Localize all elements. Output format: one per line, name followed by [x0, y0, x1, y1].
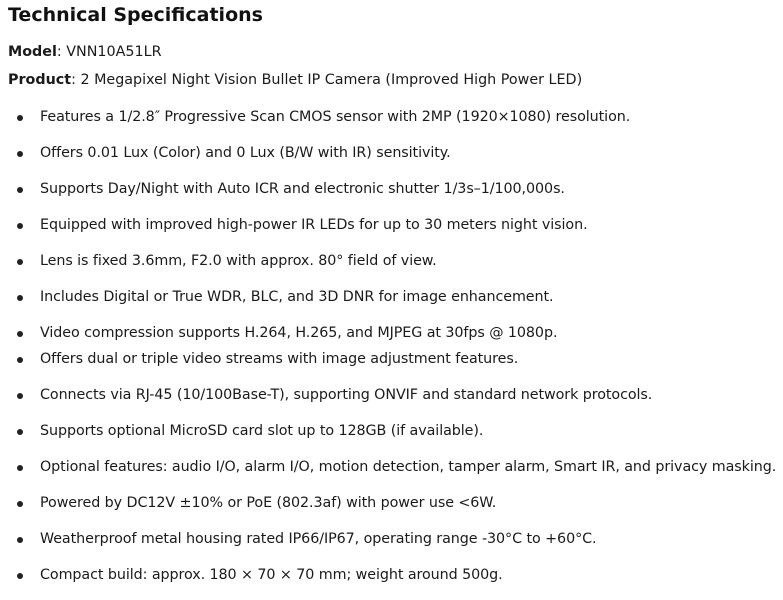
product-label: Product — [8, 72, 72, 88]
feature-text: Compact build: approx. 180 × 70 × 70 mm; weight around 500g. — [40, 567, 503, 583]
bullet-icon — [17, 151, 23, 157]
model-line: Model: VNN10A51LR — [8, 44, 162, 60]
list-item — [0, 419, 783, 443]
feature-text: Equipped with improved high-power IR LEDs for up to 30 meters night vision. — [40, 217, 588, 233]
bullet-icon — [17, 115, 23, 121]
list-item — [0, 455, 783, 479]
list-item — [0, 105, 783, 129]
list-item — [0, 563, 783, 587]
bullet-icon — [17, 223, 23, 229]
bullet-icon — [17, 357, 23, 363]
list-item — [0, 347, 783, 371]
feature-text: Optional features: audio I/O, alarm I/O, motion detection, tamper alarm, Smart IR, and privacy masking. — [40, 459, 777, 475]
list-item — [0, 383, 783, 407]
product-value: 2 Megapixel Night Vision Bullet IP Camera (Improved High Power LED) — [80, 72, 583, 88]
feature-text: Video compression supports H.264, H.265, and MJPEG at 30fps @ 1080p. — [40, 325, 558, 341]
list-item — [0, 213, 783, 237]
feature-text: Includes Digital or True WDR, BLC, and 3D DNR for image enhancement. — [40, 289, 554, 305]
list-item — [0, 491, 783, 515]
bullet-icon — [17, 259, 23, 265]
feature-text: Connects via RJ-45 (10/100Base-T), supporting ONVIF and standard network protocols. — [40, 387, 653, 403]
bullet-icon — [17, 429, 23, 435]
model-value: VNN10A51LR — [66, 44, 162, 60]
feature-text: Weatherproof metal housing rated IP66/IP67, operating range -30°C to +60°C. — [40, 531, 597, 547]
feature-text: Supports optional MicroSD card slot up to 128GB (if available). — [40, 423, 484, 439]
list-item — [0, 177, 783, 201]
list-item — [0, 285, 783, 309]
bullet-icon — [17, 187, 23, 193]
list-item — [0, 249, 783, 273]
list-item — [0, 321, 783, 345]
feature-text: Powered by DC12V ±10% or PoE (802.3af) with power use <6W. — [40, 495, 497, 511]
feature-text: Offers 0.01 Lux (Color) and 0 Lux (B/W with IR) sensitivity. — [40, 145, 451, 161]
bullet-icon — [17, 295, 23, 301]
bullet-icon — [17, 501, 23, 507]
feature-text: Offers dual or triple video streams with image adjustment features. — [40, 351, 519, 367]
feature-text: Lens is fixed 3.6mm, F2.0 with approx. 80° field of view. — [40, 253, 437, 269]
page-title: Technical Specifications — [8, 4, 263, 26]
product-line: Product: 2 Megapixel Night Vision Bullet IP Camera (Improved High Power LED) — [8, 72, 583, 88]
bullet-icon — [17, 331, 23, 337]
list-item — [0, 527, 783, 551]
bullet-icon — [17, 537, 23, 543]
bullet-icon — [17, 465, 23, 471]
list-item — [0, 141, 783, 165]
feature-text: Features a 1/2.8″ Progressive Scan CMOS sensor with 2MP (1920×1080) resolution. — [40, 109, 631, 125]
model-label: Model — [8, 44, 57, 60]
bullet-icon — [17, 393, 23, 399]
feature-text: Supports Day/Night with Auto ICR and electronic shutter 1/3s–1/100,000s. — [40, 181, 565, 197]
bullet-icon — [17, 573, 23, 579]
